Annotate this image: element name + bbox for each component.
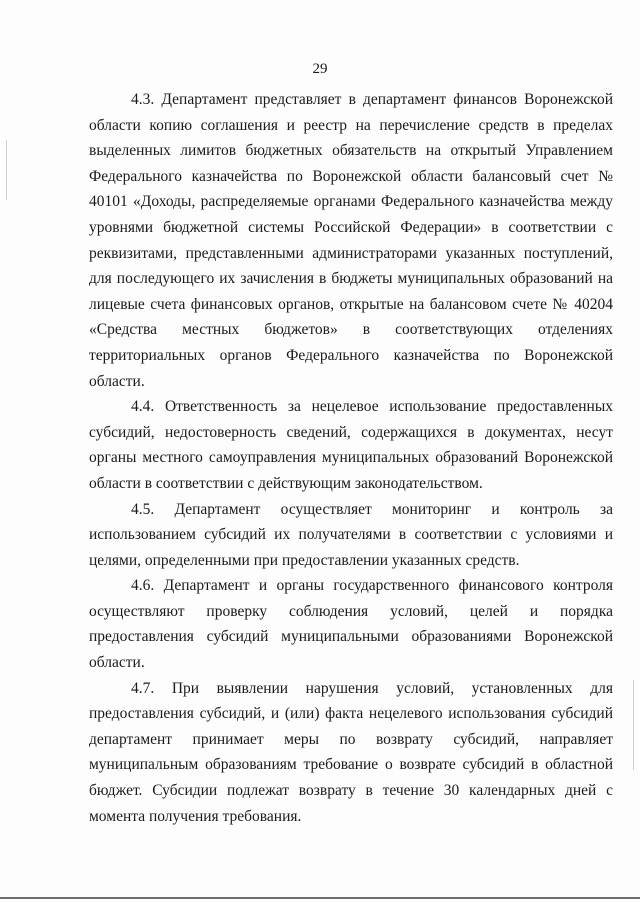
paragraph-4-3: 4.3. Департамент представляет в департамент финансов Воронежской области копию соглашения и реестр на перечисление средств в пределах выделенных лимитов бюджетных обязательств на открытый Управлением Федерального казначейства по Воронежской области балансовый счет № 40101 «Доходы, распределяемые органами Федерального казначейства между уровнями бюджетной системы Российской Федерации» в соответствии с реквизитами, представленными администраторами указанных поступлений, для последующего их зачисления в бюджеты муниципальных образований на лицевые счета финансовых органов, открытые на балансовом счете № 40204 «Средства местных бюджетов» в соответствующих отделениях территориальных органов Федерального казначейства по Воронежской области.	[89, 91, 613, 390]
scan-edge-mark	[6, 140, 7, 200]
paragraph-4-5: 4.5. Департамент осуществляет мониторинг и контроль за использованием субсидий их получателями в соответствии с условиями и целями, определенными при предоставлении указанных средств.	[89, 500, 613, 569]
paragraph-4-6: 4.6. Департамент и органы государственного финансового контроля осуществляют проверку соблюдения условий, целей и порядка предоставления субсидий муниципальными образованиями Воронежской области.	[89, 577, 613, 672]
document-body	[89, 87, 613, 829]
paragraph-4-4: 4.4. Ответственность за нецелевое использование предоставленных субсидий, недостоверность сведений, содержащихся в документах, несут органы местного самоуправления муниципальных образований Воронежской области в соответствии с действующим законодательством.	[89, 398, 613, 492]
scan-edge-mark	[633, 680, 634, 770]
page-number: 29	[312, 61, 328, 77]
scan-bottom-edge	[0, 897, 640, 899]
paragraph-4-7: 4.7. При выявлении нарушения условий, установленных для предоставления субсидий, и (или) факта нецелевого использования субсидий департамент принимает меры по возврату субсидий, направляет муниципальным образованиям требование о возврате субсидий в областной бюджет. Субсидии подлежат возврату в течение 30 календарных дней с момента получения требования.	[89, 679, 613, 825]
